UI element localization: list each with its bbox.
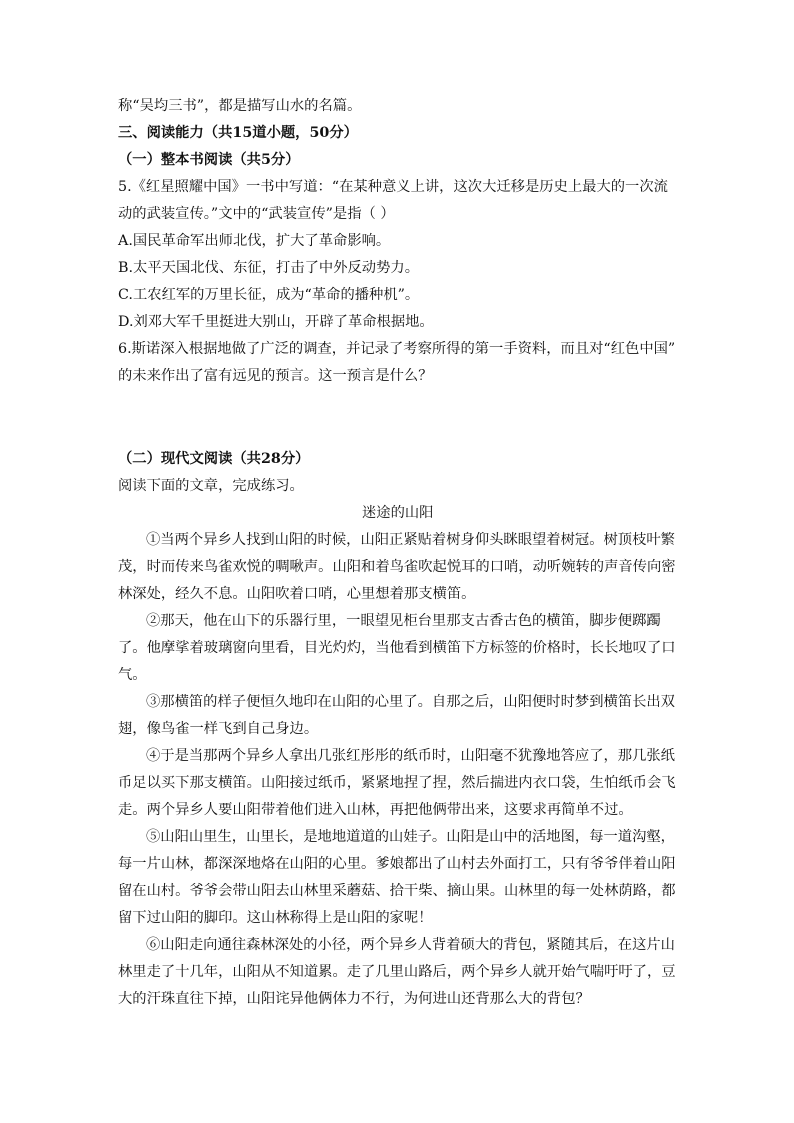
- subsection-heading: （二）现代文阅读（共28分）: [118, 451, 310, 467]
- paragraph-1-line: 林深处，经久不息。山阳吹着口哨，心里想着那支横笛。: [118, 586, 476, 602]
- option-b: B.太平天国北伐、东征，打击了中外反动势力。: [118, 260, 419, 276]
- paragraph-1-line: 茂，时而传来鸟雀欢悦的啁啾声。山阳和着鸟雀吹起悦耳的口哨，动听婉转的声音传向密: [118, 559, 676, 575]
- paragraph-1: ①当两个异乡人找到山阳的时候，山阳正紧贴着树身仰头眯眼望着树冠。树顶枝叶繁: [146, 532, 675, 548]
- option-a: A.国民革命军出师北伐，扩大了革命影响。: [118, 233, 391, 249]
- text-line: 称“吴均三书”，都是描写山水的名篇。: [118, 98, 362, 114]
- paragraph-5-line: 留在山村。爷爷会带山阳去山林里采蘑菇、拾干柴、摘山果。山林里的每一处林荫路，都: [118, 883, 676, 899]
- paragraph-5-line: 留下过山阳的脚印。这山林称得上是山阳的家呢！: [118, 910, 433, 926]
- paragraph-2-line: 了。他摩挲着玻璃窗向里看，目光灼灼，当他看到横笛下方标签的价格时，长长地叹了口: [118, 640, 676, 656]
- option-c: C.工农红军的万里长征，成为“革命的播种机”。: [118, 287, 420, 303]
- option-d: D.刘邓大军千里挺进大别山，开辟了革命根据地。: [118, 314, 434, 330]
- paragraph-3: ③那横笛的样子便恒久地印在山阳的心里了。自那之后，山阳便时时梦到横笛长出双: [146, 694, 675, 710]
- section-heading: 三、阅读能力（共15道小题，50分）: [118, 125, 358, 141]
- article-title: 迷途的山阳: [362, 505, 434, 521]
- paragraph-5: ⑤山阳山里生，山里长，是地地道道的山娃子。山阳是山中的活地图，每一道沟壑，: [146, 829, 675, 845]
- paragraph-6-line: 大的汗珠直往下掉，山阳诧异他俩体力不行，为何进山还背那么大的背包？: [118, 991, 590, 1007]
- question-5-cont: 动的武装宣传。”文中的“武装宣传”是指（ ）: [118, 206, 395, 222]
- paragraph-4-line: 币足以买下那支横笛。山阳接过纸币，紧紧地捏了捏，然后揣进内衣口袋，生怕纸币会飞: [118, 775, 676, 791]
- paragraph-2: ②那天，他在山下的乐器行里，一眼望见柜台里那支古香古色的横笛，脚步便踯躅: [146, 613, 661, 629]
- paragraph-3-line: 翅，像鸟雀一样飞到自己身边。: [118, 721, 319, 737]
- question-5: 5.《红星照耀中国》一书中写道：“在某种意义上讲，这次大迁移是历史上最大的一次流: [118, 179, 668, 195]
- paragraph-2-line: 气。: [118, 667, 147, 683]
- paragraph-4: ④于是当那两个异乡人拿出几张红彤彤的纸币时，山阳毫不犹豫地答应了，那几张纸: [146, 748, 675, 764]
- instruction: 阅读下面的文章，完成练习。: [118, 478, 304, 494]
- question-6: 6.斯诺深入根据地做了广泛的调查，并记录了考察所得的第一手资料，而且对“红色中国”: [118, 341, 676, 357]
- paragraph-6-line: 林里走了十几年，山阳从不知道累。走了几里山路后，两个异乡人就开始气喘吁吁了，豆: [118, 964, 676, 980]
- paragraph-5-line: 每一片山林，都深深地烙在山阳的心里。爹娘都出了山村去外面打工，只有爷爷伴着山阳: [118, 856, 676, 872]
- paragraph-4-line: 走。两个异乡人要山阳带着他们进入山林，再把他俩带出来，这要求再简单不过。: [118, 802, 633, 818]
- question-6-cont: 的未来作出了富有远见的预言。这一预言是什么？: [118, 368, 433, 384]
- subsection-heading: （一）整本书阅读（共5分）: [118, 152, 300, 168]
- paragraph-6: ⑥山阳走向通往森林深处的小径，两个异乡人背着硕大的背包，紧随其后，在这片山: [146, 937, 675, 953]
